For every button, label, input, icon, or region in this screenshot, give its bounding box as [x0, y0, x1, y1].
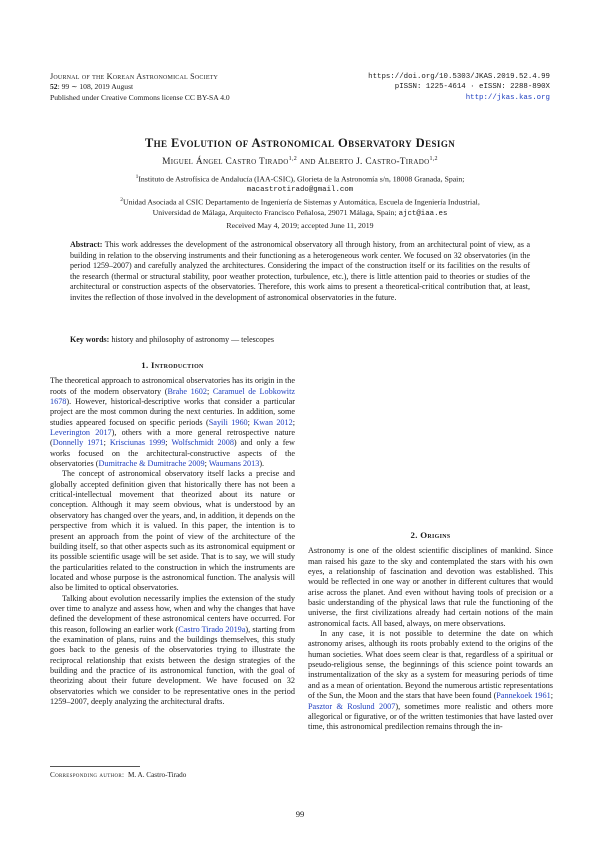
text-span: ;: [204, 459, 209, 469]
intro-paragraph-3: [50, 594, 295, 708]
section-heading-origins: 2. Origins: [410, 530, 451, 540]
journal-pages-date: : 99 ∼ 108, 2019 August: [57, 82, 134, 92]
journal-header: [50, 72, 230, 103]
text-span: ).: [259, 459, 265, 469]
footnote-rule: [50, 766, 140, 767]
text-span: ), sometimes more realistic and others more allegorical or figurative, or of the written testimonies that have lasted over time, this astronomical predilection remains through the in-: [308, 701, 553, 732]
text-span: ), others with a more general retrospective nature (: [50, 428, 296, 448]
origins-paragraph-2: [308, 629, 553, 732]
text-span: ;: [247, 417, 254, 427]
journal-volume: 52: [50, 82, 58, 92]
author-line: [0, 156, 600, 167]
citation-link[interactable]: Wolfschmidt 2008: [171, 438, 234, 448]
received-dates: Received May 4, 2019; accepted June 11, 2019: [226, 221, 374, 230]
page-number: 99: [295, 809, 305, 819]
affiliation-1-text: [60, 172, 540, 185]
journal-website-link[interactable]: http://jkas.kas.org: [465, 93, 550, 102]
text-span: In any case, it is not possible to determine the date on which astronomy arises, although its roots probably extend to the origins of the human societies. What does seem clear is that, regardless of a spiritual or pseudo-religious sense, the beginnings of this science point towards an instrumentalization of the sky as a system for measuring periods of time and as a mean of orientation. Beyond the numerous artistic representations of the Sun, the Moon and the stars that have been found (: [308, 629, 553, 701]
corresponding-author-footnote: [50, 771, 186, 779]
text-span: ;: [550, 691, 553, 701]
affiliation-2-email[interactable]: ajct@iaa.es: [398, 210, 448, 218]
journal-name: Journal of the Korean Astronomical Society: [50, 72, 219, 81]
journal-volume-line: [50, 82, 230, 92]
author-1-affil: 1,2: [288, 156, 298, 162]
section-heading-introduction: 1. Introduction: [141, 360, 204, 370]
affiliation-2: [60, 195, 540, 219]
affiliation-2-mark: 2: [120, 197, 123, 203]
license-line: Published under Creative Commons license CC BY-SA 4.0: [50, 92, 230, 102]
citation-link[interactable]: Pannekoek 1961: [496, 691, 551, 701]
author-2-affil: 1,2: [429, 156, 438, 162]
text-span: The theoretical approach to astronomical observatories has its origin in the roots of the modern observatory (: [50, 376, 295, 396]
intro-paragraph-1: [50, 376, 295, 469]
author-2: Alberto J. Castro-Tirado: [317, 157, 430, 168]
text-span: ;: [103, 438, 110, 448]
citation-link[interactable]: Waumans 2013: [208, 459, 260, 469]
affiliation-1: [60, 172, 540, 195]
keywords-label: Key words:: [70, 335, 110, 344]
text-span: ;: [165, 438, 172, 448]
text-span: ;: [206, 386, 213, 396]
affiliation-1-email[interactable]: macastrotirado@gmail.com: [246, 186, 354, 194]
abstract-label: Abstract:: [70, 240, 103, 249]
issn-line: pISSN: 1225-4614 · eISSN: 2288-890X: [394, 83, 550, 92]
text-span: Talking about evolution necessarily implies the extension of the study over time to analyze and assess how, when and why the changes that have defined the development of these astronomical centers have occurred. For this reason, following an earlier work (: [50, 593, 295, 634]
citation-link[interactable]: Leverington 2017: [50, 428, 112, 438]
affiliation-2-text: [60, 195, 540, 208]
keywords: [70, 335, 530, 344]
affiliation-2-line-2: Universidad de Málaga, Arquitecto Francisco Peñalosa, 29071 Málaga, Spain;: [152, 208, 397, 217]
doi-link[interactable]: https://doi.org/10.5303/JKAS.2019.52.4.99: [368, 73, 550, 81]
citation-link[interactable]: Pasztor & Roslund 2007: [308, 701, 396, 711]
citation-link[interactable]: Castro Tirado 2019a: [178, 624, 246, 634]
text-span: ;: [292, 417, 295, 427]
footnote-label: Corresponding author:: [50, 771, 125, 779]
affiliation-2-line-2-wrap: [60, 208, 540, 219]
abstract-text: This work addresses the development of the astronomical observatory all through history, from an architectural point of view, as a building in relation to the observing instruments and their functioning as a heterogeneous work center. We focused on 32 observatories (in the period 1259–2007) and carefully analyzed the architectures. Considering the impact of the construction itself or its facilities on the results of the research (thermal or structural stability, poor weather protection, turbulence, etc.), there is little attention paid to theories or studies of the architectural or construction aspects of the observatories. Therefore, this work aims to present a theoretical-critical contribution that, at least, invites the reflection of those involved in the development of astronomical observatories in the future.: [70, 240, 530, 302]
citation-link[interactable]: Krisciunas 1999: [109, 438, 166, 448]
left-column: [50, 360, 295, 707]
citation-link[interactable]: Donnelly 1971: [52, 438, 104, 448]
origins-paragraph-1: Astronomy is one of the oldest scientific disciplines of mankind. Since man raised his gaze to the sky and contemplated the stars with his own eyes, a relationship of fascination and devotion was established. This would be reflected in one way or another in different cultures that would arise across the planet. And even without having tools of precision or a basic understanding of the physical laws that rule the functioning of the universe, the first civilizations already had certain notions of the main astronomical facts. All based, always, on mere observations.: [308, 546, 553, 628]
paper-title: The Evolution of Astronomical Observatory Design: [144, 136, 456, 150]
text-span: ) and only a few works focused on the architectural-constructive aspects of the observatories (: [50, 438, 295, 469]
affiliation-1-line: Instituto de Astrofísica de Andalucía (IAA-CSIC), Glorieta de la Astronomía s/n, 18008 Granada, Spain;: [138, 174, 465, 184]
text-span: ), starting from the examination of plans, ruins and the buildings themselves, this study goes back to the genesis of the observatories trying to illustrate the reciprocal relationship that exists between the design strategies of the building and the practice of its astronomical function, with the goal of theorizing about their future development. We have focused on 32 observatories which we consider to be representative ones in the period 1259–2007, deeply analyzing the architectural drafts.: [50, 624, 295, 706]
intro-paragraph-2: The concept of astronomical observatory itself lacks a precise and globally accepted definition given that historically there has not been a critical-intellectual movement that theorized about its nature or conception. Although it may seem obvious, what is understood by an observatory has changed over the years, and, in addition, it depends on the perspective from which it is valued. In this paper, the intention is to present an approach from the point of view of the architecture of the building itself, so that other aspects such as its astronomical equipment or its possible scientific usage will be set aside. That is to say, we will study the particularities related to the construction in which the instruments are located and whose purpose is the astronomical function. The analysis will also be limited to optical observatories.: [50, 469, 295, 593]
citation-link[interactable]: Sayili 1960: [208, 417, 248, 427]
citation-link[interactable]: Kwan 2012: [253, 417, 293, 427]
text-span: ). However, historical-descriptive works that consider a particular project are the most common during the next centuries. In addition, some studies appeared focused on specific periods (: [50, 397, 295, 427]
author-connector: and: [297, 157, 318, 168]
citation-link[interactable]: Dumitrache & Dumitrache 2009: [98, 459, 205, 469]
citation-link[interactable]: Brahe 1602: [167, 386, 207, 396]
author-1: Miguel Ángel Castro Tirado: [162, 157, 289, 168]
journal-identifiers: [368, 72, 550, 103]
keywords-text: history and philosophy of astronomy — telescopes: [111, 335, 274, 344]
affiliation-1-mark: 1: [135, 174, 139, 180]
abstract: [70, 240, 530, 304]
citation-link[interactable]: Caramuel de Lobkowitz 1678: [50, 386, 295, 407]
right-column: [308, 360, 553, 733]
affiliation-2-line-1: Unidad Asociada al CSIC Departamento de Ingeniería de Sistemas y Automática, Escuela de Ingeniería Industrial,: [122, 197, 480, 207]
footnote-name: M. A. Castro-Tirado: [127, 771, 187, 779]
